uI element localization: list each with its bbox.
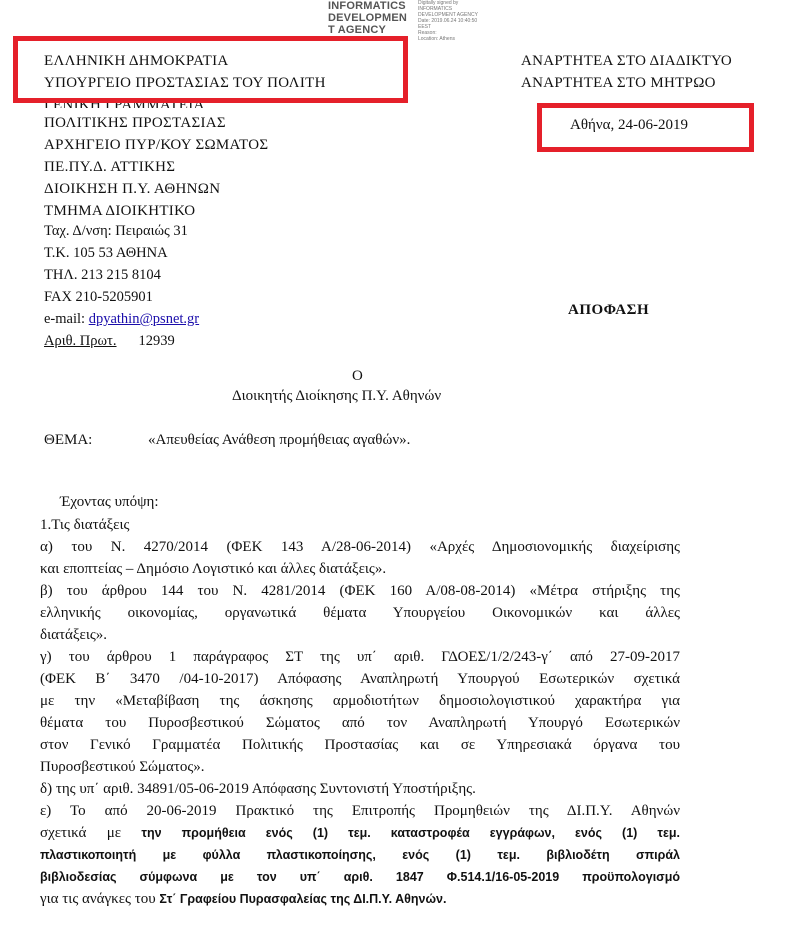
email-label: e-mail: — [44, 311, 89, 327]
provision-c-line: (ΦΕΚ Β΄ 3470 /04-10-2017) Απόφασης Αναπληρωτή Υπουργού Εσωτερικών σχετικά — [40, 671, 680, 687]
provision-a-line: α) του Ν. 4270/2014 (ΦΕΚ 143 Α/28-06-2014) «Αρχές Δημοσιονομικής διαχείρισης — [40, 539, 680, 555]
provision-d-line: δ) της υπ΄ αριθ. 34891/05-06-2019 Απόφασης Συντονιστή Υποστήριξης. — [40, 781, 476, 797]
header-fire-service-hq: ΑΡΧΗΓΕΙΟ ΠΥΡ/ΚΟΥ ΣΩΜΑΤΟΣ — [44, 137, 269, 153]
header-general-secretariat: ΓΕΝΙΚΗ ΓΡΑΜΜΑΤΕΙΑ — [44, 97, 205, 108]
provision-c-line: με την «Μεταβίβαση της άσκησης αρμοδιοτήτων δημοσιολογιστικού χαρακτήρα για — [40, 693, 680, 709]
email-link[interactable]: dpyathin@psnet.gr — [88, 311, 200, 327]
seal-name-line: INFORMATICS — [328, 0, 406, 12]
provision-b-line: ελληνικής οικονομίας, οργανωτικά θέματα Υπουργείου Οικονομικών και άλλες — [40, 605, 680, 621]
provision-c-line: γ) του άρθρου 1 παράγραφος ΣΤ της υπ΄ αριθ. ΓΔΟΕΣ/1/2/243-γ΄ από 27-09-2017 — [40, 649, 680, 665]
protocol-label: Αριθ. Πρωτ. — [44, 333, 117, 349]
provisions-heading: 1.Τις διατάξεις — [40, 517, 130, 533]
subject-label: ΘΕΜΑ: — [44, 432, 93, 448]
header-ministry: ΥΠΟΥΡΓΕΙΟ ΠΡΟΣΤΑΣΙΑΣ ΤΟΥ ΠΟΛΙΤΗ — [44, 75, 326, 91]
protocol-number: 12939 — [138, 333, 175, 349]
seal-name-line: T AGENCY — [328, 24, 387, 36]
document-date: Αθήνα, 24-06-2019 — [570, 117, 688, 133]
seal-name-line: DEVELOPMEN — [328, 12, 408, 24]
provision-b-line: διατάξεις». — [40, 627, 108, 643]
contact-block — [44, 220, 199, 352]
provision-e-text: για τις ανάγκες του — [40, 891, 160, 907]
street-address: Ταχ. Δ/νση: Πειραιώς 31 — [44, 223, 188, 239]
issuer-title: Διοικητής Διοίκησης Π.Υ. Αθηνών — [232, 388, 442, 404]
provision-c-line: Πυροσβεστικού Σώματος». — [40, 759, 205, 775]
seal-detail-line: Digitally signed by — [418, 0, 459, 6]
posting-internet: ΑΝΑΡΤΗΤΕΑ ΣΤΟ ΔΙΑΔΙΚΤΥΟ — [521, 53, 732, 69]
seal-detail-line: Reason: — [418, 30, 437, 36]
provision-e-bold-line: πλαστικοποιητή με φύλλα πλαστικοποίησης, ενός (1) τεμ. βιβλιοδέτη σπιράλ — [40, 848, 680, 862]
seal-detail-line: EEST — [418, 24, 432, 30]
provision-b-line: β) του άρθρου 144 του Ν. 4281/2014 (ΦΕΚ 160 Α/08-08-2014) «Μέτρα στήριξης της — [40, 583, 680, 599]
provision-e-bold-line: βιβλιοδεσίας σύμφωνα με τον υπ΄ αριθ. 1847 Φ.514.1/16-05-2019 προϋπολογισμό — [40, 870, 680, 884]
postal-code: Τ.Κ. 105 53 ΑΘΗΝΑ — [44, 245, 168, 261]
digital-signature-seal — [328, 0, 508, 42]
seal-detail-line: Location: Athens — [418, 36, 455, 42]
phone-number: ΤΗΛ. 213 215 8104 — [44, 267, 161, 283]
provision-e-bold: Στ΄ Γραφείου Πυρασφαλείας της ΔΙ.Π.Υ. Αθηνών. — [159, 892, 447, 906]
provision-c-line: θέματα του Πυροσβεστικού Σώματος από τον Αναπληρωτή Υπουργό Εσωτερικών — [40, 715, 680, 731]
provision-e-line — [40, 822, 680, 844]
email-line — [44, 308, 199, 330]
header-country: ΕΛΛΗΝΙΚΗ ΔΗΜΟΚΡΑΤΙΑ — [44, 53, 229, 69]
seal-detail-line: DEVELOPMENT AGENCY — [418, 12, 478, 18]
provision-e-bold: την προμήθεια ενός (1) τεμ. καταστροφέα εγγράφων, ενός (1) τεμ. — [141, 826, 681, 840]
issuer-article: Ο — [352, 368, 363, 384]
considering-label: Έχοντας υπόψη: — [60, 494, 159, 510]
header-regional-command: ΠΕ.ΠΥ.Δ. ΑΤΤΙΚΗΣ — [44, 159, 176, 175]
provision-e-line — [40, 888, 680, 910]
header-athens-command: ΔΙΟΙΚΗΣΗ Π.Υ. ΑΘΗΝΩΝ — [44, 181, 221, 197]
seal-detail-line: INFORMATICS — [418, 6, 453, 12]
posting-notice-block — [521, 50, 732, 94]
provision-a-line: και εποπτείας – Δημόσιο Λογιστικό και άλλες διατάξεις». — [40, 561, 387, 577]
header-civil-protection: ΠΟΛΙΤΙΚΗΣ ΠΡΟΣΤΑΣΙΑΣ — [44, 115, 226, 131]
decision-title: ΑΠΟΦΑΣΗ — [568, 302, 650, 318]
provision-e-text: σχετικά με — [40, 825, 142, 841]
seal-detail-line: Date: 2019.06.24 10:40:50 — [418, 18, 478, 24]
provision-e-line: ε) Το από 20-06-2019 Πρακτικό της Επιτροπής Προμηθειών της ΔΙ.Π.Υ. Αθηνών — [40, 803, 680, 819]
protocol-number-line — [44, 330, 199, 352]
header-highlight-box — [13, 36, 408, 103]
posting-registry: ΑΝΑΡΤΗΤΕΑ ΣΤΟ ΜΗΤΡΩΟ — [521, 75, 716, 91]
decision-body — [40, 514, 680, 910]
subject-text: «Απευθείας Ανάθεση προμήθειας αγαθών». — [148, 432, 411, 448]
fax-number: FAX 210-5205901 — [44, 289, 153, 305]
issuer-header-continued — [44, 112, 268, 222]
provision-c-line: στον Γενικό Γραμματέα Πολιτικής Προστασίας και σε Υπηρεσιακά όργανα του — [40, 737, 680, 753]
header-department: ΤΜΗΜΑ ΔΙΟΙΚΗΤΙΚΟ — [44, 203, 196, 219]
